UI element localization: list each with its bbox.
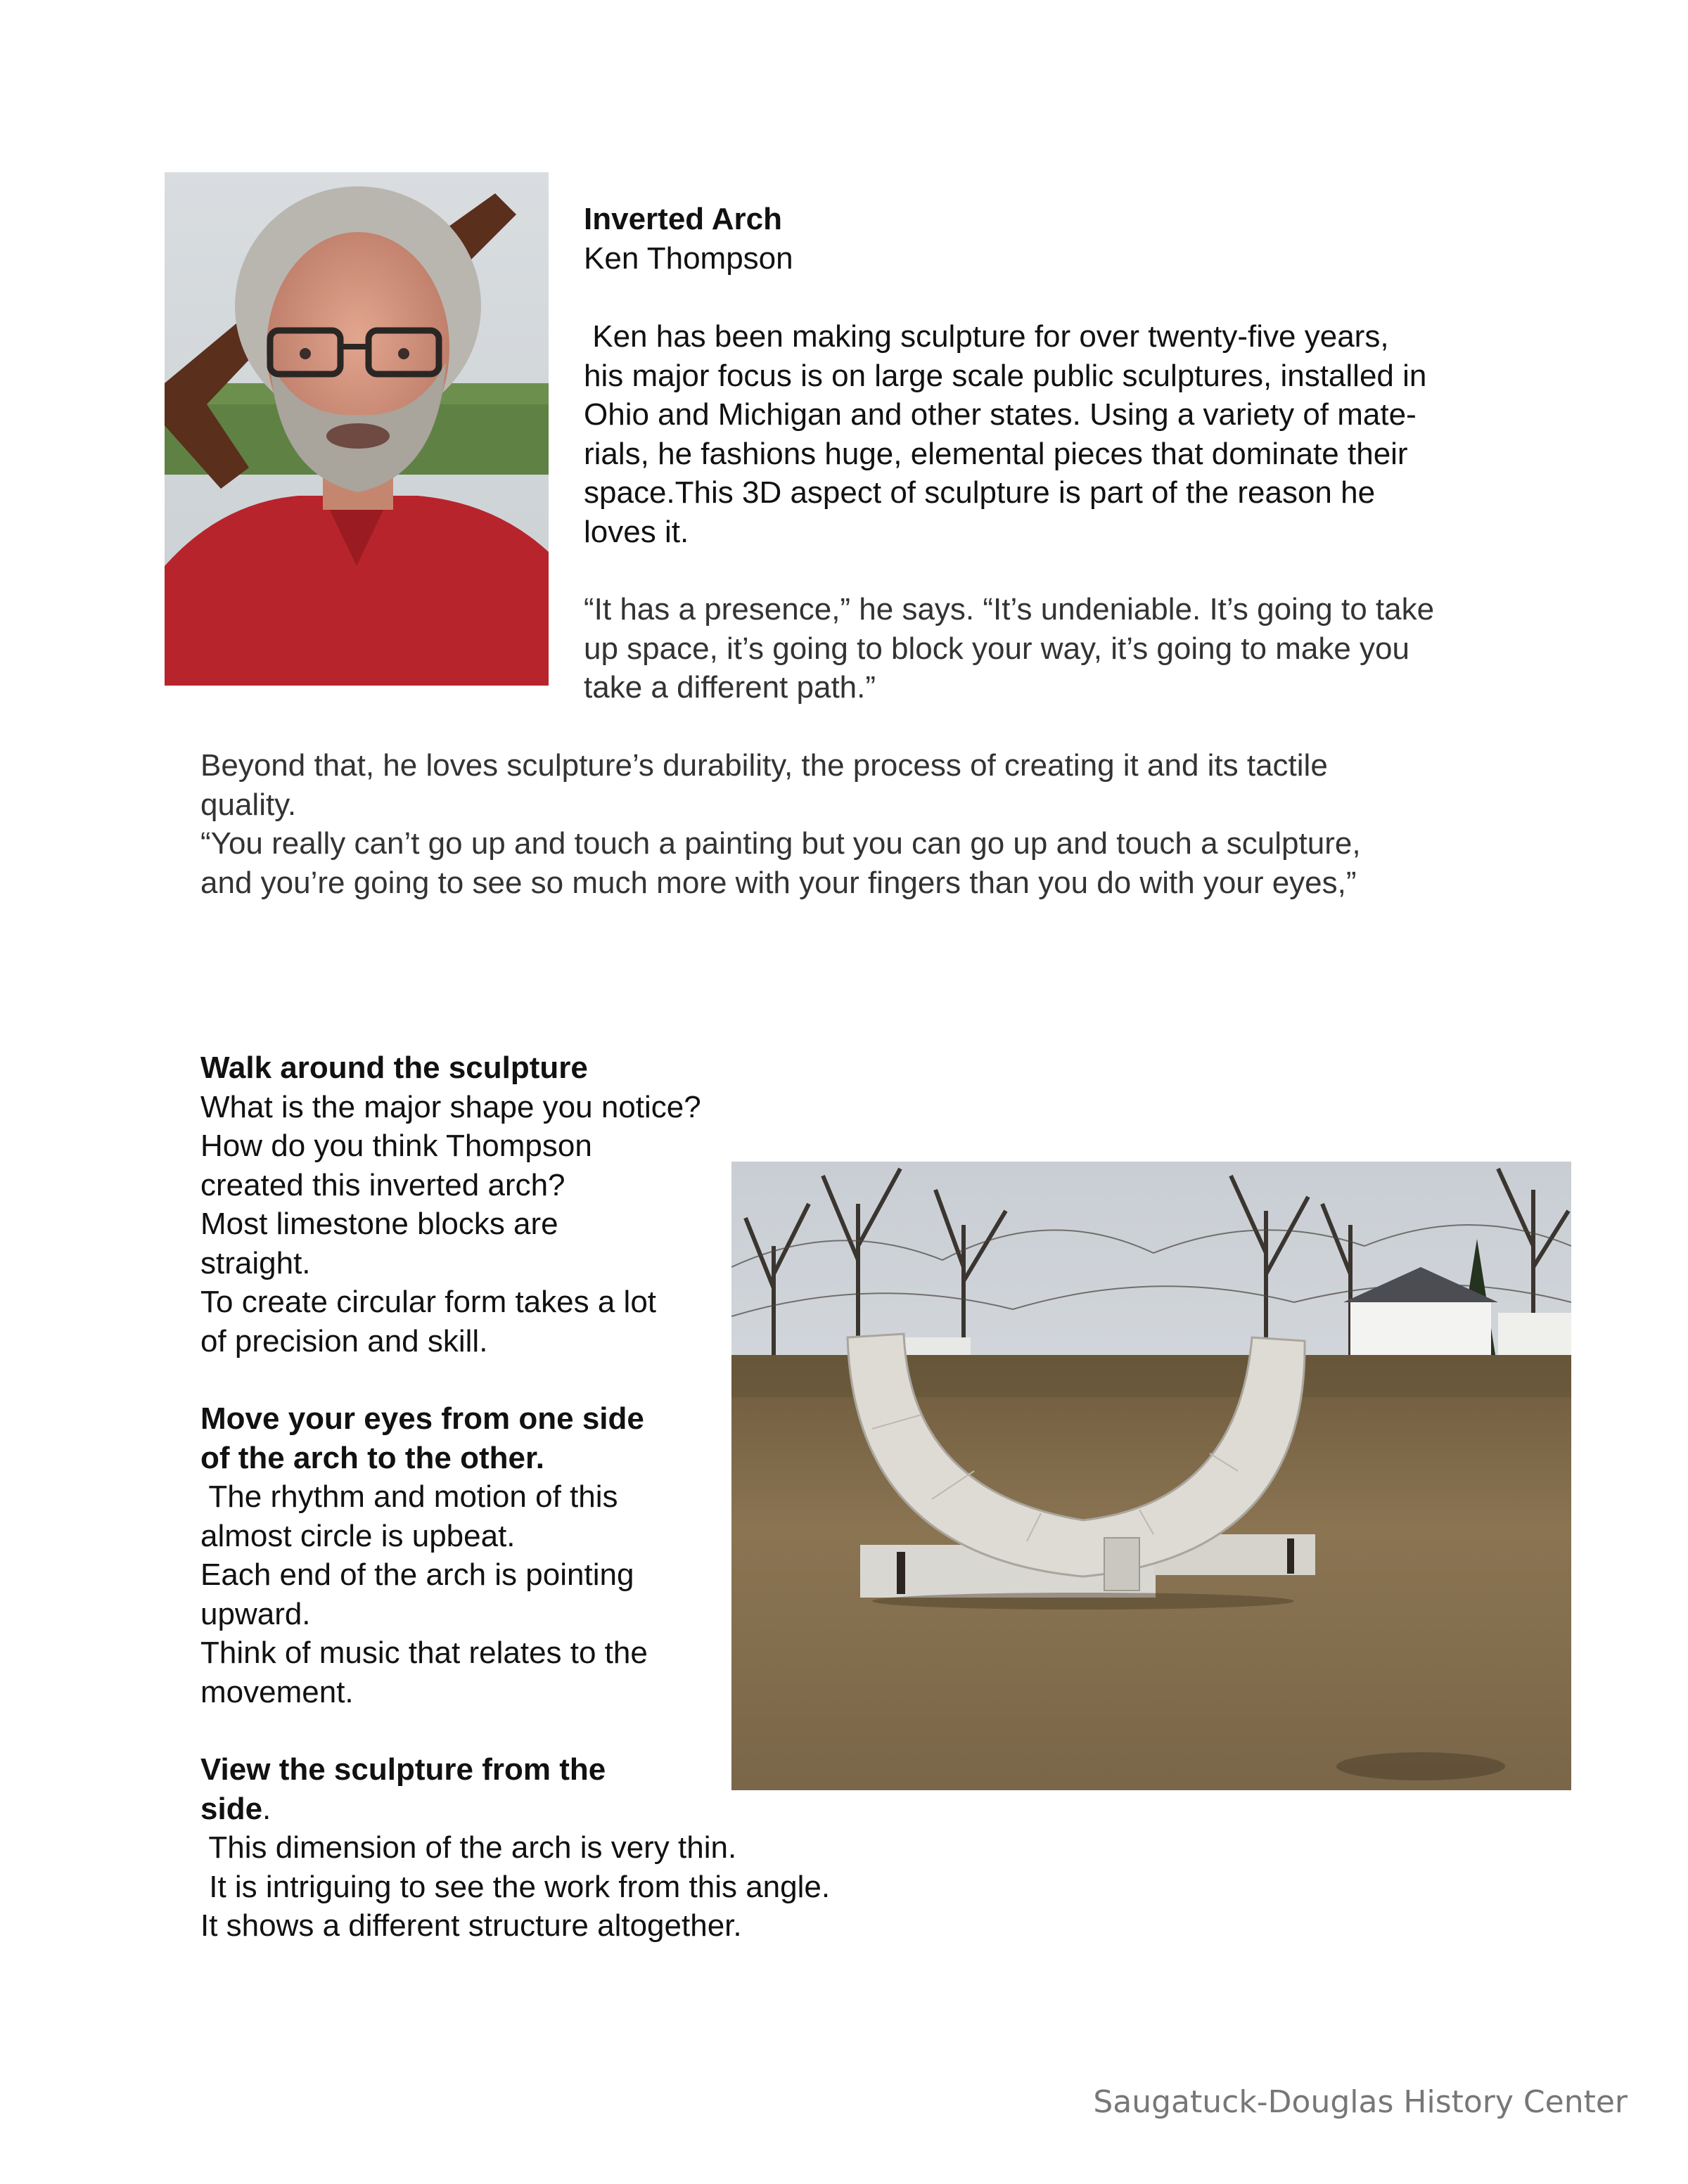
section-heading: side [200, 1791, 263, 1826]
walk-around-section [200, 1048, 701, 1361]
section-heading: View the sculpture from the [200, 1752, 606, 1787]
guide-line: It shows a different structure altogether. [200, 1908, 742, 1943]
section-heading: Move your eyes from one side [200, 1401, 644, 1436]
guide-line: Most limestone blocks are [200, 1207, 558, 1241]
footer-credit: Saugatuck-Douglas History Center [1093, 2084, 1628, 2120]
guide-line: Each end of the arch is pointing [200, 1557, 634, 1592]
guide-line: movement. [200, 1674, 354, 1709]
guide-line: How do you think Thompson [200, 1129, 592, 1163]
guide-line: upward. [200, 1596, 311, 1631]
artist-portrait [165, 172, 549, 686]
sculpture-photo-drawing [731, 1162, 1571, 1790]
bio-line: loves it. [584, 514, 689, 549]
guide-line: What is the major shape you notice? [200, 1089, 701, 1124]
artist-name: Ken Thompson [584, 240, 793, 276]
guide-line: Think of music that relates to the [200, 1636, 648, 1670]
guide-line: created this inverted arch? [200, 1167, 565, 1202]
move-eyes-section [200, 1399, 648, 1711]
durability-paragraph [200, 746, 1361, 902]
sculpture-photo [731, 1162, 1571, 1790]
section-heading: Walk around the sculpture [200, 1051, 588, 1085]
bio-paragraph [584, 317, 1426, 551]
paragraph-line: “You really can’t go up and touch a painting but you can go up and touch a sculpture, [200, 826, 1361, 861]
quote-line: up space, it’s going to block your way, it’s going to make you [584, 631, 1409, 666]
section-heading: of the arch to the other. [200, 1440, 544, 1475]
bio-line: his major focus is on large scale public sculptures, installed in [584, 358, 1427, 393]
heading-period: . [262, 1791, 271, 1826]
guide-line: The rhythm and motion of this [200, 1479, 618, 1514]
guide-line: of precision and skill. [200, 1323, 488, 1358]
paragraph-line: quality. [200, 787, 297, 822]
bio-line: Ken has been making sculpture for over twenty-five years, [584, 319, 1389, 354]
sculpture-title: Inverted Arch [584, 202, 783, 236]
bio-line: space.This 3D aspect of sculpture is part of the reason he [584, 475, 1376, 510]
bio-line: Ohio and Michigan and other states. Using a variety of mate- [584, 397, 1417, 432]
guide-line: It is intriguing to see the work from this angle. [200, 1869, 831, 1904]
guide-line: almost circle is upbeat. [200, 1518, 516, 1553]
artist-quote [584, 590, 1434, 707]
title-block [584, 200, 793, 278]
guide-line: straight. [200, 1245, 311, 1280]
guide-line: This dimension of the arch is very thin. [200, 1830, 737, 1865]
paragraph-line: Beyond that, he loves sculpture’s durability, the process of creating it and its tactile [200, 748, 1328, 783]
section-heading-line2 [200, 1790, 830, 1829]
quote-line: take a different path.” [584, 670, 876, 705]
paragraph-line: and you’re going to see so much more with your fingers than you do with your eyes,” [200, 865, 1357, 900]
guide-line: To create circular form takes a lot [200, 1285, 657, 1319]
bio-line: rials, he fashions huge, elemental pieces that dominate their [584, 436, 1408, 471]
artist-portrait-drawing [165, 172, 549, 686]
quote-line: “It has a presence,” he says. “It’s undeniable. It’s going to take [584, 592, 1435, 627]
